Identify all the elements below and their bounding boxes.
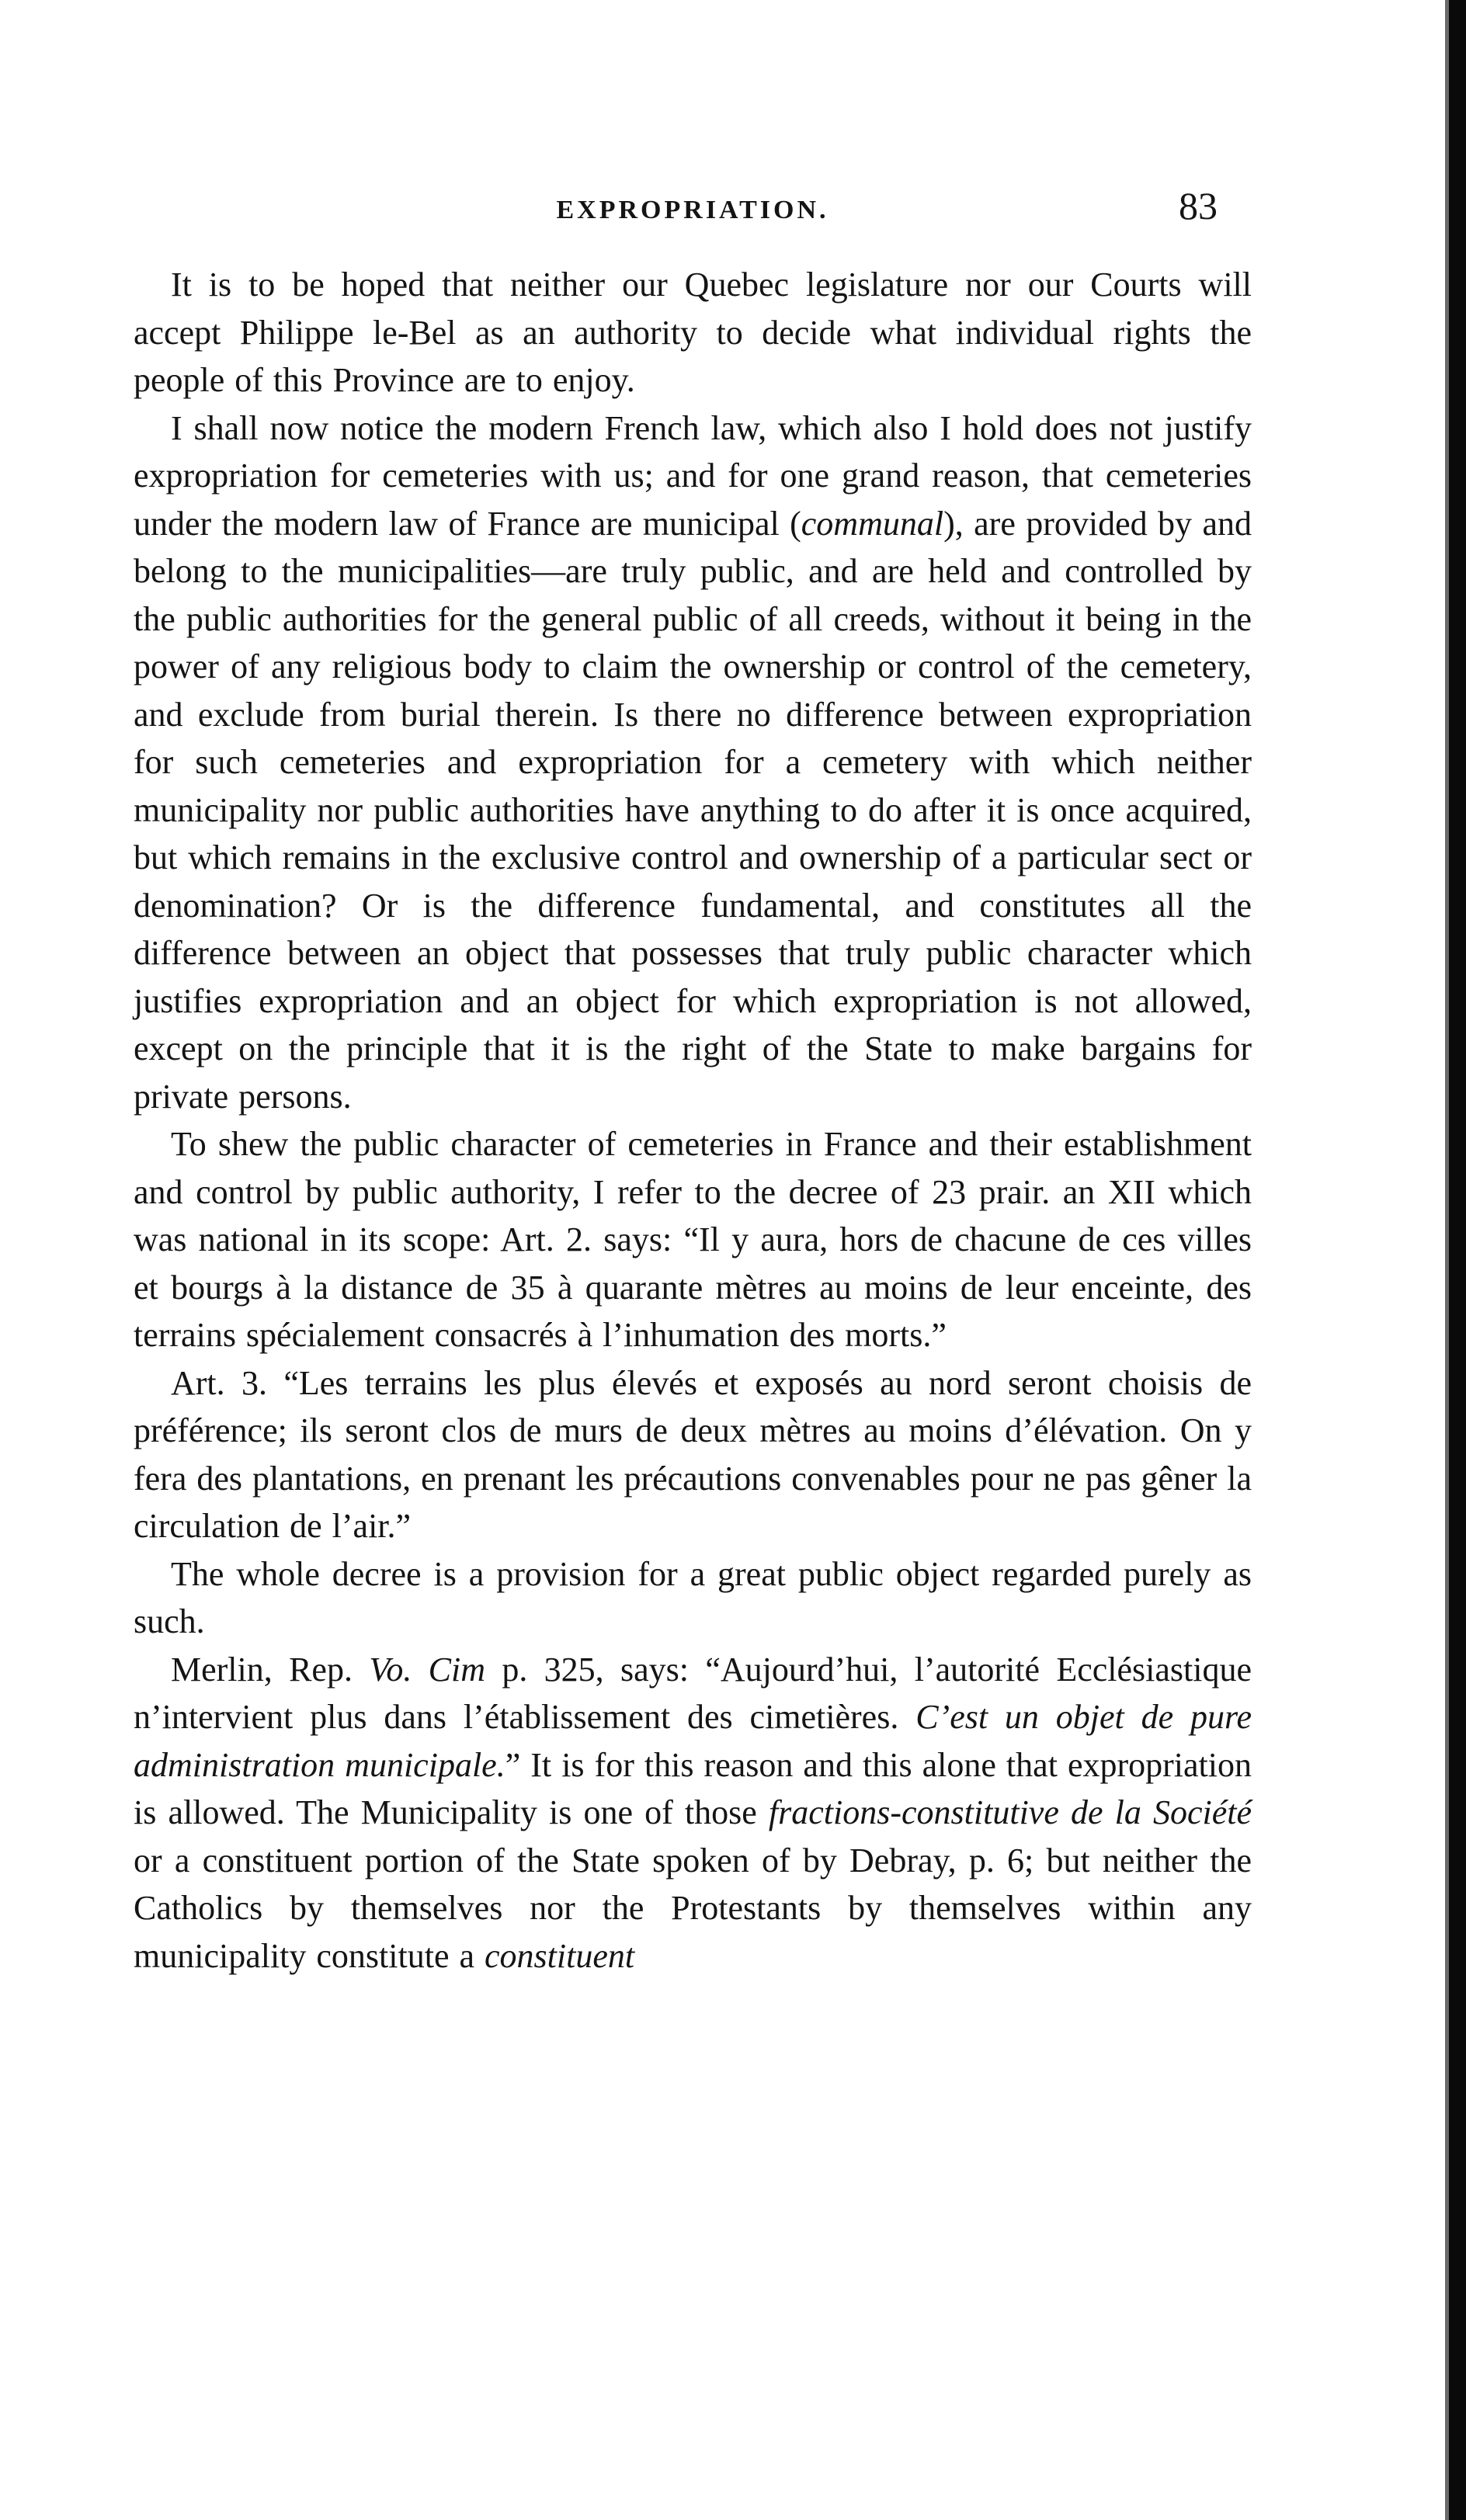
body-text <box>134 261 1252 1980</box>
paragraph <box>134 261 1252 404</box>
running-title: EXPROPRIATION. <box>556 196 829 224</box>
paragraph <box>134 404 1252 1121</box>
text-run: It is to be hoped that neither our Quebec legislature nor our Courts will accept Philippe le-Bel as an authority to decide what individual rights the people of this Province are to enjoy. <box>134 266 1252 399</box>
text-run: The whole decree is a provision for a great public object regarded purely as such. <box>134 1554 1252 1640</box>
book-page <box>134 179 1252 1980</box>
text-run: Art. 3. “Les terrains les plus élevés et exposés au nord seront choisis de préférence; ils seront clos de murs de deux mètres au moins d’élévation. On y fera des plantations, en prenant les précautions convenables pour ne pas gêner la circulation de l’air.” <box>134 1363 1252 1545</box>
paragraph <box>134 1550 1252 1646</box>
paragraph <box>134 1646 1252 1980</box>
running-head <box>134 179 1252 241</box>
italic-text: fractions-constitutive de la Société <box>768 1793 1252 1831</box>
italic-text: C’est un objet de pure administration municipale. <box>134 1698 1252 1784</box>
text-run: I shall now notice the modern French law, which also I hold does not justify expropriation for cemeteries with us; and for one grand reason, that cemeteries under the modern law of France are municipal ( <box>134 408 1252 543</box>
paragraph <box>134 1120 1252 1359</box>
scan-edge <box>1449 0 1466 2520</box>
text-run: or a constituent portion of the State spoken of by Debray, p. 6; but neither the Catholics by themselves nor the Protestants by themselves within any municipality constitute a <box>134 1841 1252 1975</box>
text-run: To shew the public character of cemeteries in France and their establishment and control by public authority, I refer to the decree of 23 prair. an XII which was national in its scope: Art. 2. says: “Il y aura, hors de chacune de ces villes et bourgs à la distance de 35 à quarante mètres au moins de leur enceinte, des terrains spécialement consacrés à l’inhumation des morts.” <box>134 1125 1252 1354</box>
text-run: ), are provided by and belong to the municipalities—are truly public, and are held and controlled by the public authorities for the general public of all creeds, without it being in the power of any religious body to claim the ownership or control of the cemetery, and exclude from burial therein. Is there no difference between expropriation for such cemeteries and expropriation for a cemetery with which neither municipality nor public authorities have anything to do after it is once acquired, but which remains in the exclusive control and ownership of a particular sect or denomination? Or is the difference fundamental, and constitutes all the difference between an object that possesses that truly public character which justifies expropriation and an object for which expropriation is not allowed, except on the principle that it is the right of the State to make bargains for private persons. <box>134 504 1252 1116</box>
italic-text: Vo. Cim <box>369 1650 485 1689</box>
page-number: 83 <box>1179 184 1218 227</box>
italic-text: communal <box>801 504 944 543</box>
italic-text: constituent <box>485 1936 635 1975</box>
paragraph <box>134 1359 1252 1550</box>
text-run: Merlin, Rep. <box>171 1650 370 1689</box>
text-run: p. 325, says: “Aujourd’hui, l’autorité Ecclésiastique n’intervient plus dans l’établissement des cimetières. <box>134 1650 1252 1736</box>
text-run: ” It is for this reason and this alone that expropriation is allowed. The Municipality is one of those <box>134 1745 1252 1831</box>
